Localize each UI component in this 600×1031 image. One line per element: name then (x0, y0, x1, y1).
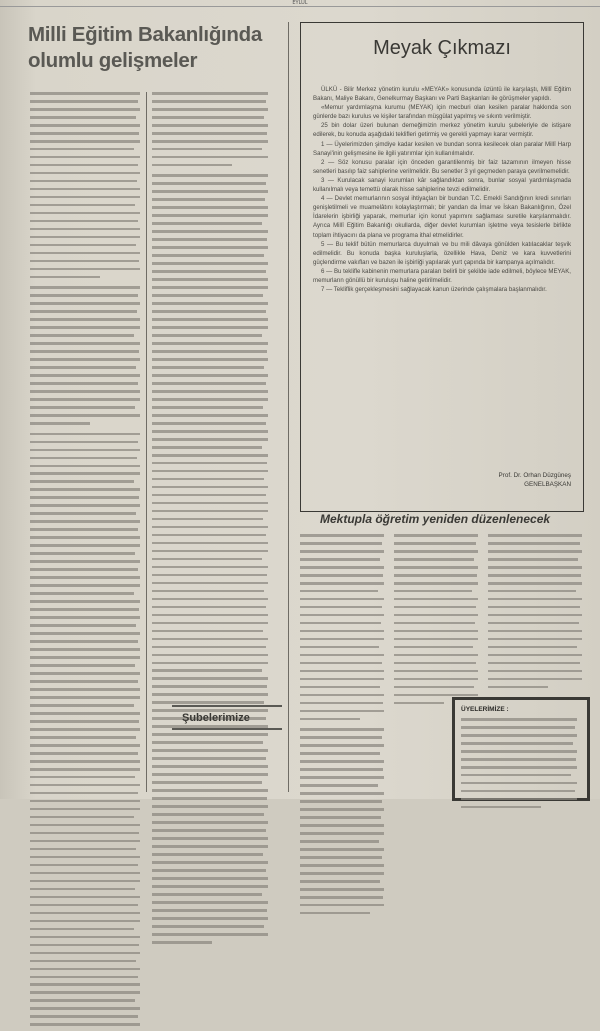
bottom-article-column-2 (394, 534, 480, 710)
meyak-box (300, 22, 584, 512)
box-title: Meyak Çıkmazı (373, 37, 511, 59)
box-paragraph: 3 — Kurulacak sanayi kurumları kâr sağlandıktan sonra, bunlar sosyal yardımlaşmada kullanılmalı veya temettü olarak hisse sahiplerine tevzi edilmelidir. (313, 176, 571, 194)
signature-role: GENELBAŞKAN (524, 481, 571, 488)
left-article-column-1 (30, 92, 142, 1031)
left-article-column-2 (152, 92, 270, 949)
notice-body (461, 718, 579, 814)
sub-heading-rule-top (172, 705, 282, 707)
box-paragraph: 6 — Bu teklifle kabinenin memurlara paraları belirli bir şekilde iade edilmeli, böylece MEYAK, memurların gönüllü bir kuruluşu haline getirilmelidir. (313, 267, 571, 284)
box-paragraph: 25 bin dolar üzeri bulunan derneğimizin merkez yönetim kurulu şubeleriyle de istişare edilerek, bu konuda aşağıdaki teklifleri getirmiş ve gerekli yapmayı karar vermiştir. (313, 122, 571, 139)
bottom-article-column-1 (300, 534, 386, 920)
box-paragraph: 2 — Söz konusu paralar için önceden garantilenmiş bir faiz tazamının ilmeyen hisse senetleri basılıp faiz sahiplerine verilmelidir. Bu senetler 3 yıl geçmeden paraya çevrilmemelidir. (313, 158, 571, 175)
notice-box (452, 697, 590, 801)
box-body (313, 85, 571, 294)
sidebar-heading: Şubelerimize (182, 712, 250, 724)
running-head: EYLÜL (0, 0, 600, 7)
column-divider (288, 22, 289, 792)
box-paragraph: 5 — Bu teklif bütün memurlarca duyulmalı ve bu mili dâvaya gönülden katılacaklar teşvik edilmelidir. Bu konuda başka kuruluşlarla, özellikle Hava, Deniz ve kara kuvvetlerini güçlendirme vakıfları ve bazen ile işbirliği yapılarak yurt çapında bir kampanya açılmalıdır. (313, 240, 571, 266)
sub-heading-rule-bottom (172, 728, 282, 730)
left-article-title: Milli Eğitim Bakanlığında olumlu gelişmeler (28, 23, 262, 72)
box-paragraph: 4 — Devlet memurlarının sosyal ihtiyaçları bir bundan T.C. Emekli Sandığının kredi sınırları genişletilmeli ve muamelâtını kolaylaştırmalı; bir yandan da İmar ve İskan Bakanlığının, Özel İdarelerin işbirliği yaparak, memurlar için konut yapımını sağlaması suretile karşılanmalıdır. Ayrıca Millî Eğitim Bakanlığı okullarda, diğer devlet kurumları işletme veya tesislerle birlikte toplam ihtiyacını da plana ve programa ithal etmelidirler. (313, 195, 571, 239)
signature (499, 471, 571, 489)
bottom-article-column-3 (488, 534, 584, 694)
box-paragraph: 1 — Üyelerimizden şimdiye kadar kesilen ve bundan sonra kesilecek olan paralar Millî Harp Sanayi'inin gelişmesine ile ilgili yatırımlar için kullanılmalıdır. (313, 140, 571, 157)
box-paragraph: «Memur yardımlaşma kurumu (MEYAK) için mecburi olan kesilen paralar hakkında son günlerde bazı kurulus ve kişiler tarafından müşgülat yapılmış ve sıkıntı verilmiştir. (313, 104, 571, 121)
box-paragraph: 7 — Tekliflik gerçekleşmesini sağlayacak kanun üzerinde çalışmalara başlanmalıdır. (321, 286, 547, 294)
bottom-article-title: Mektupla öğretim yeniden düzenlenecek (320, 512, 551, 526)
column-divider (146, 92, 147, 792)
box-paragraph: ÜLKÜ - Bilir Merkez yönetim kurulu «MEYAK» konusunda üzüntü ile karşılaştı, Millî Eğitim Bakanı, Maliye Bakanı, Genelkurmay Başkanı ve Parti Başkanları ile görüşmeler yapıldı. (313, 86, 571, 103)
notice-title: ÜYELERİMİZE : (461, 706, 509, 713)
signature-name: Prof. Dr. Orhan Düzgüneş (498, 472, 571, 479)
